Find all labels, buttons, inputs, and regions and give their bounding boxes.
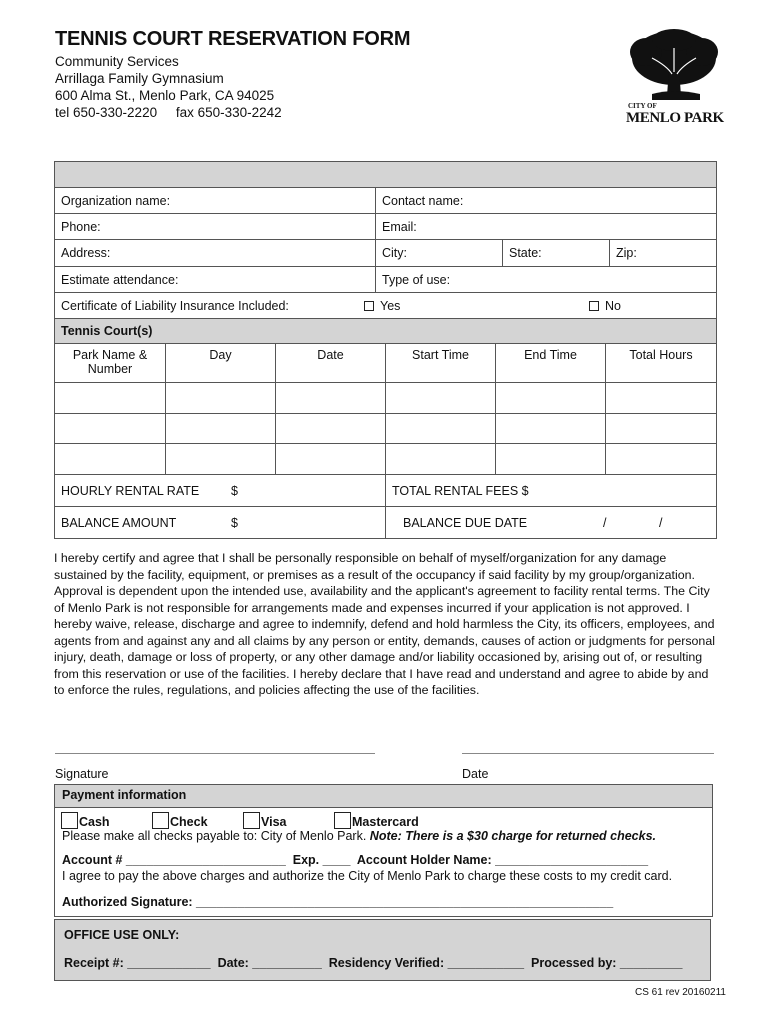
org-name-label: Organization name: bbox=[61, 193, 171, 208]
date-separator: / bbox=[603, 515, 607, 530]
cash-label: Cash bbox=[79, 815, 110, 829]
col-end-time: End Time bbox=[495, 344, 605, 382]
address-line: 600 Alma St., Menlo Park, CA 94025 bbox=[55, 88, 275, 103]
form-title: TENNIS COURT RESERVATION FORM bbox=[55, 28, 411, 50]
authorized-signature-line[interactable]: Authorized Signature: ____________________________________________________________ bbox=[62, 895, 614, 909]
date-label: Date bbox=[462, 767, 489, 781]
tennis-courts-header: Tennis Court(s) bbox=[61, 324, 153, 338]
mastercard-label: Mastercard bbox=[352, 815, 419, 829]
table-cell[interactable] bbox=[55, 414, 165, 443]
total-fees-label: TOTAL RENTAL FEES $ bbox=[392, 483, 529, 498]
cash-option[interactable] bbox=[61, 812, 110, 830]
no-label: No bbox=[605, 298, 621, 313]
attendance-field[interactable] bbox=[55, 267, 375, 292]
phone-label: Phone: bbox=[61, 219, 101, 234]
visa-label: Visa bbox=[261, 815, 287, 829]
department-address bbox=[55, 53, 282, 121]
office-use-title: OFFICE USE ONLY: bbox=[64, 928, 180, 942]
cash-checkbox[interactable] bbox=[61, 812, 78, 829]
table-cell[interactable] bbox=[495, 414, 605, 443]
reservation-form bbox=[54, 161, 717, 539]
col-total-hours: Total Hours bbox=[605, 344, 716, 382]
zip-field[interactable] bbox=[609, 240, 716, 266]
col-day: Day bbox=[165, 344, 275, 382]
yes-checkbox[interactable] bbox=[364, 301, 374, 311]
table-cell[interactable] bbox=[385, 444, 495, 474]
date-separator: / bbox=[659, 515, 663, 530]
email-label: Email: bbox=[382, 219, 417, 234]
table-cell[interactable] bbox=[495, 383, 605, 413]
courts-column-headers bbox=[55, 343, 716, 382]
balance-due-label: BALANCE DUE DATE bbox=[403, 515, 528, 530]
visa-checkbox[interactable] bbox=[243, 812, 260, 829]
table-cell[interactable] bbox=[385, 414, 495, 443]
returned-check-note: Note: There is a $30 charge for returned checks. bbox=[369, 829, 657, 843]
check-option[interactable] bbox=[152, 812, 208, 830]
table-cell[interactable] bbox=[275, 444, 385, 474]
col-date: Date bbox=[275, 344, 385, 382]
account-line[interactable]: Account # _______________________ Exp. ____ Account Holder Name: ______________________ bbox=[62, 853, 649, 867]
payment-information bbox=[54, 784, 713, 917]
state-field[interactable] bbox=[502, 240, 609, 266]
address-line: tel 650-330-2220 fax 650-330-2242 bbox=[55, 105, 282, 120]
table-cell[interactable] bbox=[55, 383, 165, 413]
hourly-rate-label: HOURLY RENTAL RATE bbox=[61, 483, 200, 498]
checks-note-line bbox=[62, 828, 705, 844]
table-row bbox=[55, 413, 716, 443]
logo-menlo-park: MENLO PARK bbox=[626, 110, 724, 126]
address-line: Arrillaga Family Gymnasium bbox=[55, 71, 224, 86]
signature-label: Signature bbox=[55, 767, 109, 781]
table-cell[interactable] bbox=[605, 383, 716, 413]
hourly-rate-field[interactable] bbox=[55, 475, 385, 506]
payment-methods bbox=[62, 812, 705, 828]
attendance-label: Estimate attendance: bbox=[61, 272, 179, 287]
check-label: Check bbox=[170, 815, 208, 829]
table-row bbox=[55, 443, 716, 474]
type-of-use-field[interactable] bbox=[375, 267, 716, 292]
table-cell[interactable] bbox=[55, 444, 165, 474]
insurance-yes-option[interactable] bbox=[364, 299, 400, 313]
insurance-label: Certificate of Liability Insurance Included: bbox=[61, 298, 289, 313]
balance-due-date-field[interactable] bbox=[385, 507, 716, 538]
revision-label: CS 61 rev 20160211 bbox=[635, 987, 726, 998]
date-line[interactable] bbox=[462, 753, 714, 755]
state-label: State: bbox=[509, 246, 542, 260]
signature-line[interactable] bbox=[55, 753, 375, 755]
table-cell[interactable] bbox=[605, 414, 716, 443]
email-field[interactable] bbox=[375, 214, 716, 239]
contact-name-label: Contact name: bbox=[382, 193, 464, 208]
balance-amount-dollar: $ bbox=[231, 515, 238, 530]
checks-payable-note: Please make all checks payable to: City of Menlo Park. bbox=[62, 829, 367, 843]
check-checkbox[interactable] bbox=[152, 812, 169, 829]
balance-amount-label: BALANCE AMOUNT bbox=[61, 515, 177, 530]
no-checkbox[interactable] bbox=[589, 301, 599, 311]
mastercard-checkbox[interactable] bbox=[334, 812, 351, 829]
table-cell[interactable] bbox=[275, 414, 385, 443]
authorization-agreement: I agree to pay the above charges and authorize the City of Menlo Park to charge these costs to my credit card. bbox=[62, 869, 673, 883]
oak-tree-icon bbox=[622, 28, 726, 106]
office-use-fields: Receipt #: ____________ Date: __________ Residency Verified: ___________ Processed by: _________ bbox=[64, 956, 683, 970]
insurance-row bbox=[55, 293, 716, 318]
logo-city-of: CITY OF bbox=[628, 102, 657, 110]
form-header-bar bbox=[55, 162, 716, 187]
col-park-name: Park Name & Number bbox=[72, 348, 148, 376]
menlo-park-logo bbox=[622, 28, 726, 128]
city-field[interactable] bbox=[375, 240, 502, 266]
hourly-rate-dollar: $ bbox=[231, 483, 238, 498]
balance-amount-field[interactable] bbox=[55, 507, 385, 538]
zip-label: Zip: bbox=[616, 246, 637, 260]
mastercard-option[interactable] bbox=[334, 812, 419, 830]
contact-name-field[interactable] bbox=[375, 188, 716, 213]
phone-field[interactable] bbox=[55, 214, 375, 239]
table-row bbox=[55, 382, 716, 413]
visa-option[interactable] bbox=[243, 812, 287, 830]
address-label: Address: bbox=[61, 246, 111, 260]
certification-text: I hereby certify and agree that I shall be personally responsible on behalf of myself/organization for any damage sustained by the facility, equipment, or premises as a result of the occupancy if said facility by my group/organization. Approval is dependent upon the intended use, availability and the applicant's agreement to facility rental terms. The City of Menlo Park is not responsible for arrangements made and expenses incurred if your application is not approved. I hereby waive, release, discharge and agree to indemnify, defend and hold harmless the City, its officers, employees, and agents from and against any and all claims by any person or entity, demands, causes of action or judgments for personal injury, death, damage or loss of property, or any other damage and/or liability occasioned by, arising out of, or resulting from this reservation or use of the facilities. I hereby declare that I have read and understand and agree to abide by and to enforce the rules, regulations, and policies affecting the use of the facilities. bbox=[54, 551, 715, 697]
address-field[interactable] bbox=[55, 240, 375, 266]
office-use-box bbox=[54, 919, 711, 981]
yes-label: Yes bbox=[380, 298, 401, 313]
table-cell[interactable] bbox=[385, 383, 495, 413]
col-start-time: Start Time bbox=[385, 344, 495, 382]
total-fees-field[interactable] bbox=[385, 475, 716, 506]
payment-header: Payment information bbox=[55, 785, 712, 808]
table-cell[interactable] bbox=[165, 414, 275, 443]
table-cell[interactable] bbox=[495, 444, 605, 474]
city-label: City: bbox=[382, 246, 407, 260]
insurance-no-option[interactable] bbox=[589, 299, 621, 313]
address-line: Community Services bbox=[55, 54, 179, 69]
table-cell[interactable] bbox=[165, 444, 275, 474]
table-cell[interactable] bbox=[165, 383, 275, 413]
org-name-field[interactable] bbox=[55, 188, 375, 213]
type-of-use-label: Type of use: bbox=[382, 272, 451, 287]
table-cell[interactable] bbox=[275, 383, 385, 413]
table-cell[interactable] bbox=[605, 444, 716, 474]
